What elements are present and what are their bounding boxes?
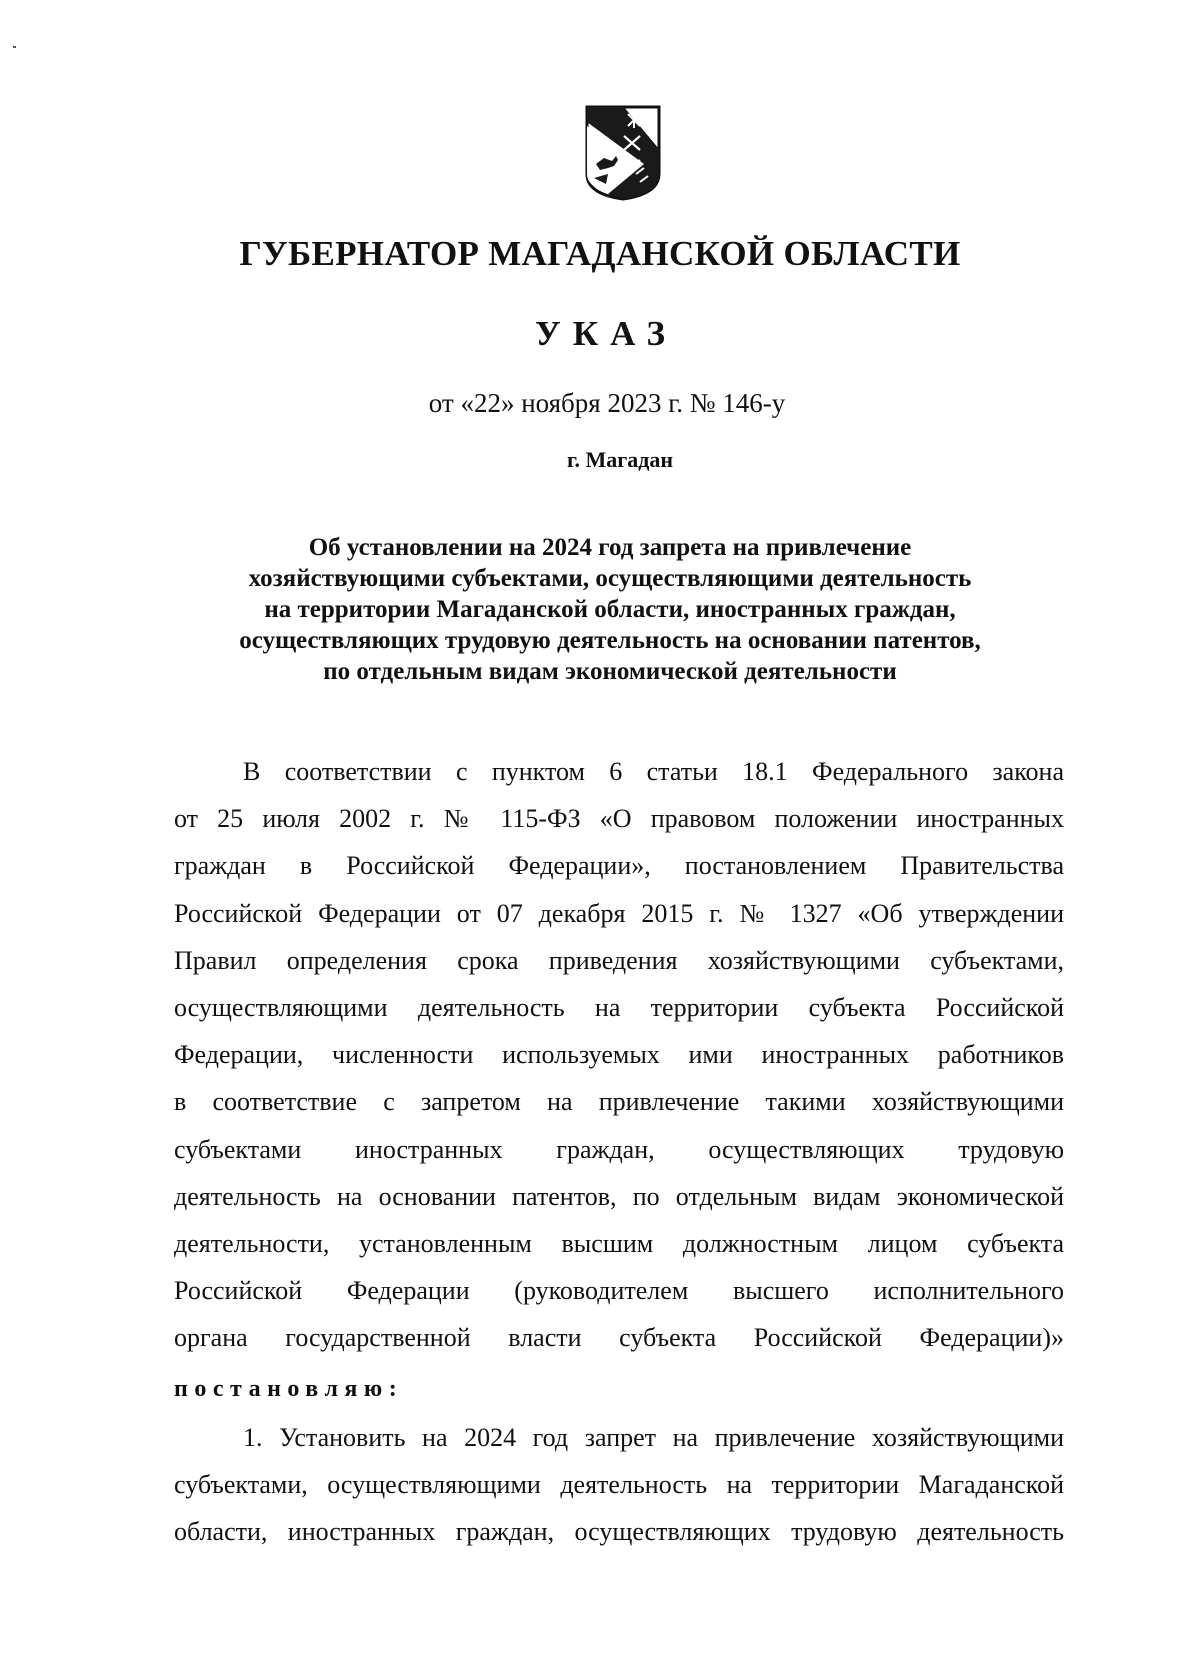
coat-of-arms-icon xyxy=(584,104,662,202)
point-one-paragraph xyxy=(174,1414,1064,1556)
preamble-line: в соответствие с запретом на привлечение такими хозяйствующими xyxy=(174,1087,1064,1117)
point-one-line: области, иностранных граждан, осуществляющих трудовую деятельность xyxy=(174,1517,1064,1547)
preamble-line: деятельности, установленным высшим должностным лицом субъекта xyxy=(174,1228,1064,1258)
decree-word: постановляю: xyxy=(174,1376,404,1402)
subject-line: на территории Магаданской области, иностранных граждан, xyxy=(264,596,956,623)
organization-title: ГУБЕРНАТОР МАГАДАНСКОЙ ОБЛАСТИ xyxy=(239,234,961,273)
preamble-paragraph xyxy=(174,748,1064,1361)
subject-line: по отдельным видам экономической деятельности xyxy=(323,658,897,685)
document-type: УКАЗ xyxy=(535,314,677,353)
subject-line: хозяйствующими субъектами, осуществляющими деятельность xyxy=(248,565,972,592)
preamble-line: от 25 июля 2002 г. № 115-ФЗ «О правовом положении иностранных xyxy=(174,804,1064,834)
point-one-line: 1. Установить на 2024 год запрет на привлечение хозяйствующими xyxy=(243,1423,1064,1452)
document-date-number: от «22» ноября 2023 г. № 146-у xyxy=(428,388,786,418)
preamble-line: Федерации, численности используемых ими иностранных работников xyxy=(174,1040,1064,1070)
preamble-line: Российской Федерации от 07 декабря 2015 г. № 1327 «Об утверждении xyxy=(174,898,1064,928)
preamble-line: В соответствии с пунктом 6 статьи 18.1 Федерального закона xyxy=(243,757,1064,786)
point-one-line: субъектами, осуществляющими деятельность на территории Магаданской xyxy=(174,1470,1064,1500)
preamble-line: граждан в Российской Федерации», постановлением Правительства xyxy=(174,851,1064,881)
document-city: г. Магадан xyxy=(566,447,674,472)
preamble-line: деятельность на основании патентов, по отдельным видам экономической xyxy=(174,1181,1064,1211)
scan-speck xyxy=(13,46,16,48)
preamble-line: Правил определения срока приведения хозяйствующими субъектами, xyxy=(174,945,1064,975)
subject-line: Об установлении на 2024 год запрета на привлечение xyxy=(308,534,912,561)
preamble-line: Российской Федерации (руководителем высшего исполнительного xyxy=(174,1276,1064,1306)
preamble-line: осуществляющими деятельность на территории субъекта Российской xyxy=(174,992,1064,1022)
subject-line: осуществляющих трудовую деятельность на основании патентов, xyxy=(239,627,981,654)
preamble-line: субъектами иностранных граждан, осуществляющих трудовую xyxy=(174,1134,1064,1164)
preamble-line: органа государственной власти субъекта Российской Федерации)» xyxy=(174,1323,1064,1353)
document-subject xyxy=(170,532,1050,687)
